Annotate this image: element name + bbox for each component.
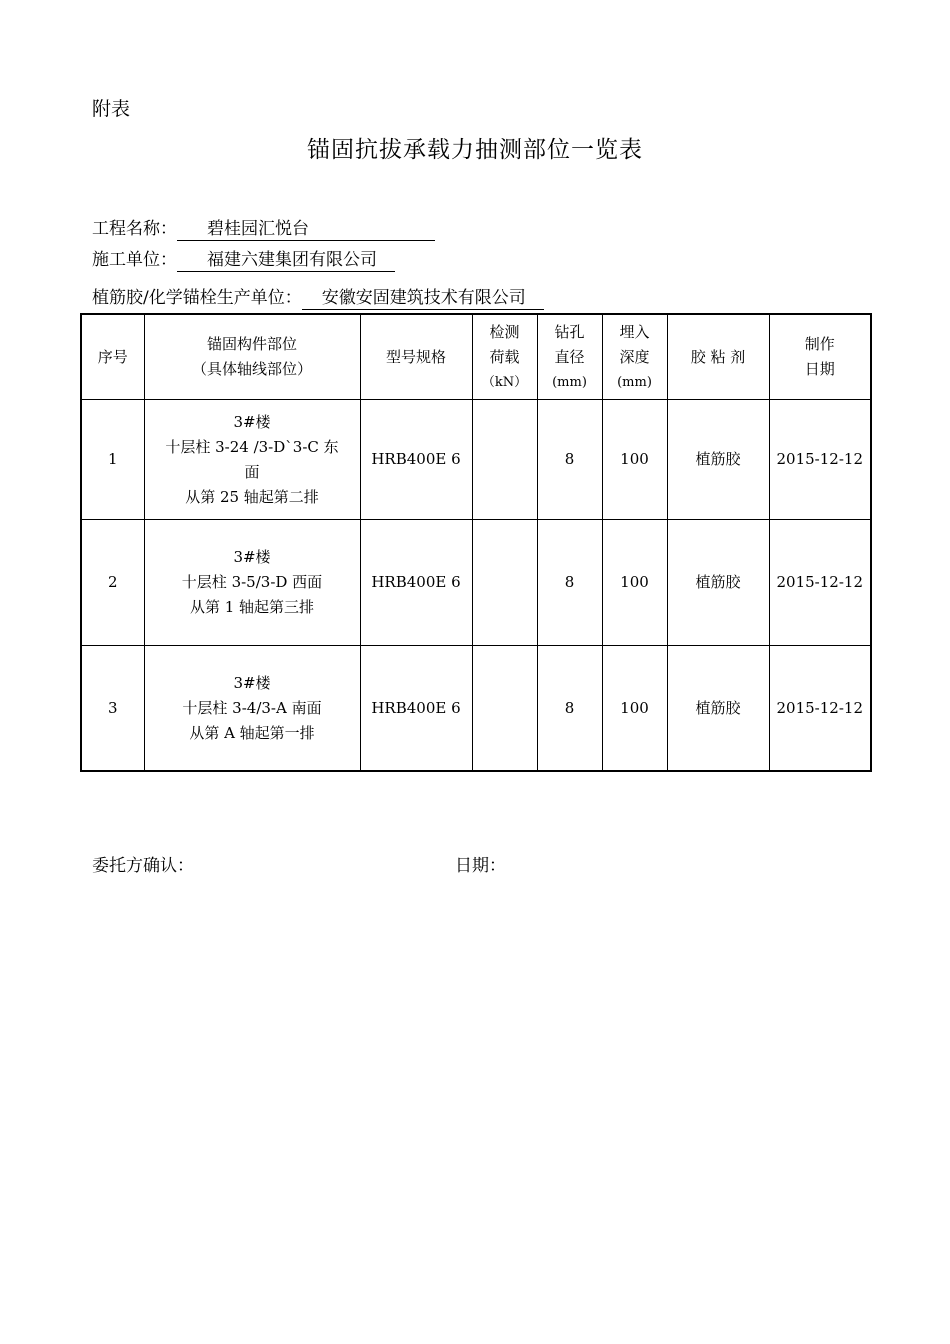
header-load-line2: 荷载 [489,347,520,366]
header-location-line2: （具体轴线部位） [191,360,312,378]
location-line: 3#楼 [233,412,271,431]
location-line: 十层柱 3-4/3-A 南面 [182,698,322,717]
project-name-value: 碧桂园汇悦台 [177,218,435,241]
location-line: 3#楼 [233,548,271,566]
cell-date: 2015-12-12 [769,520,871,646]
page-title: 锚固抗拔承载力抽测部位一览表 [307,137,643,163]
cell-hole: 8 [537,400,602,520]
manufacturer-label: 植筋胶/化学锚栓生产单位： [92,288,302,308]
header-date-line1: 制作 [804,335,835,353]
header-depth [602,314,667,400]
date-label: 日期： [455,856,506,876]
header-load-line1: 检测 [489,322,520,341]
header-hole [537,314,602,400]
header-hole-line1: 钻孔 [554,322,585,341]
client-confirm-label: 委托方确认： [92,856,194,876]
contractor-value: 福建六建集团有限公司 [177,249,395,272]
manufacturer-row [92,283,544,310]
cell-adhesive: 植筋胶 [667,400,769,520]
cell-spec: HRB400E 6 [360,646,472,772]
header-load [472,314,537,400]
cell-hole: 8 [537,646,602,772]
cell-depth: 100 [602,400,667,520]
cell-adhesive: 植筋胶 [667,520,769,646]
cell-date: 2015-12-12 [769,646,871,772]
header-depth-line1: 埋入 [619,322,650,341]
header-depth-line2: 深度 [619,347,650,366]
cell-depth: 100 [602,646,667,772]
cell-seq: 2 [81,520,144,646]
header-load-unit: （kN） [481,374,528,390]
cell-load [472,646,537,772]
header-spec: 型号规格 [360,314,472,400]
cell-spec: HRB400E 6 [360,520,472,646]
header-date-line2: 日期 [804,360,835,378]
appendix-label: 附表 [92,98,131,120]
project-name-label: 工程名称： [92,219,177,239]
cell-location [144,646,360,772]
location-line: 十层柱 3-24 /3-D`3-C 东 [165,437,339,456]
cell-spec: HRB400E 6 [360,400,472,520]
table-header-row [81,314,871,400]
location-line: 面 [244,462,260,481]
cell-depth: 100 [602,520,667,646]
cell-location [144,400,360,520]
header-hole-line2: 直径 [554,347,585,366]
project-name-row [92,214,435,241]
cell-seq: 3 [81,646,144,772]
cell-seq: 1 [81,400,144,520]
anchor-test-table [80,313,872,772]
manufacturer-value: 安徽安固建筑技术有限公司 [302,287,544,310]
cell-location [144,520,360,646]
cell-adhesive: 植筋胶 [667,646,769,772]
location-line: 从第 1 轴起第三排 [189,598,315,616]
header-hole-unit: (mm) [552,374,587,390]
cell-load [472,520,537,646]
header-depth-unit: (mm) [617,374,652,390]
location-line: 从第 A 轴起第一排 [189,723,315,742]
location-line: 从第 25 轴起第二排 [185,487,319,506]
cell-date: 2015-12-12 [769,400,871,520]
header-seq: 序号 [81,314,144,400]
header-date [769,314,871,400]
header-location [144,314,360,400]
table-row [81,646,871,772]
contractor-row [92,245,395,272]
header-location-line1: 锚固构件部位 [206,335,297,353]
contractor-label: 施工单位： [92,250,177,270]
table-row [81,520,871,646]
location-line: 十层柱 3-5/3-D 西面 [181,573,323,591]
table-row [81,400,871,520]
location-line: 3#楼 [233,673,271,692]
cell-hole: 8 [537,520,602,646]
header-adhesive: 胶 粘 剂 [667,314,769,400]
cell-load [472,400,537,520]
